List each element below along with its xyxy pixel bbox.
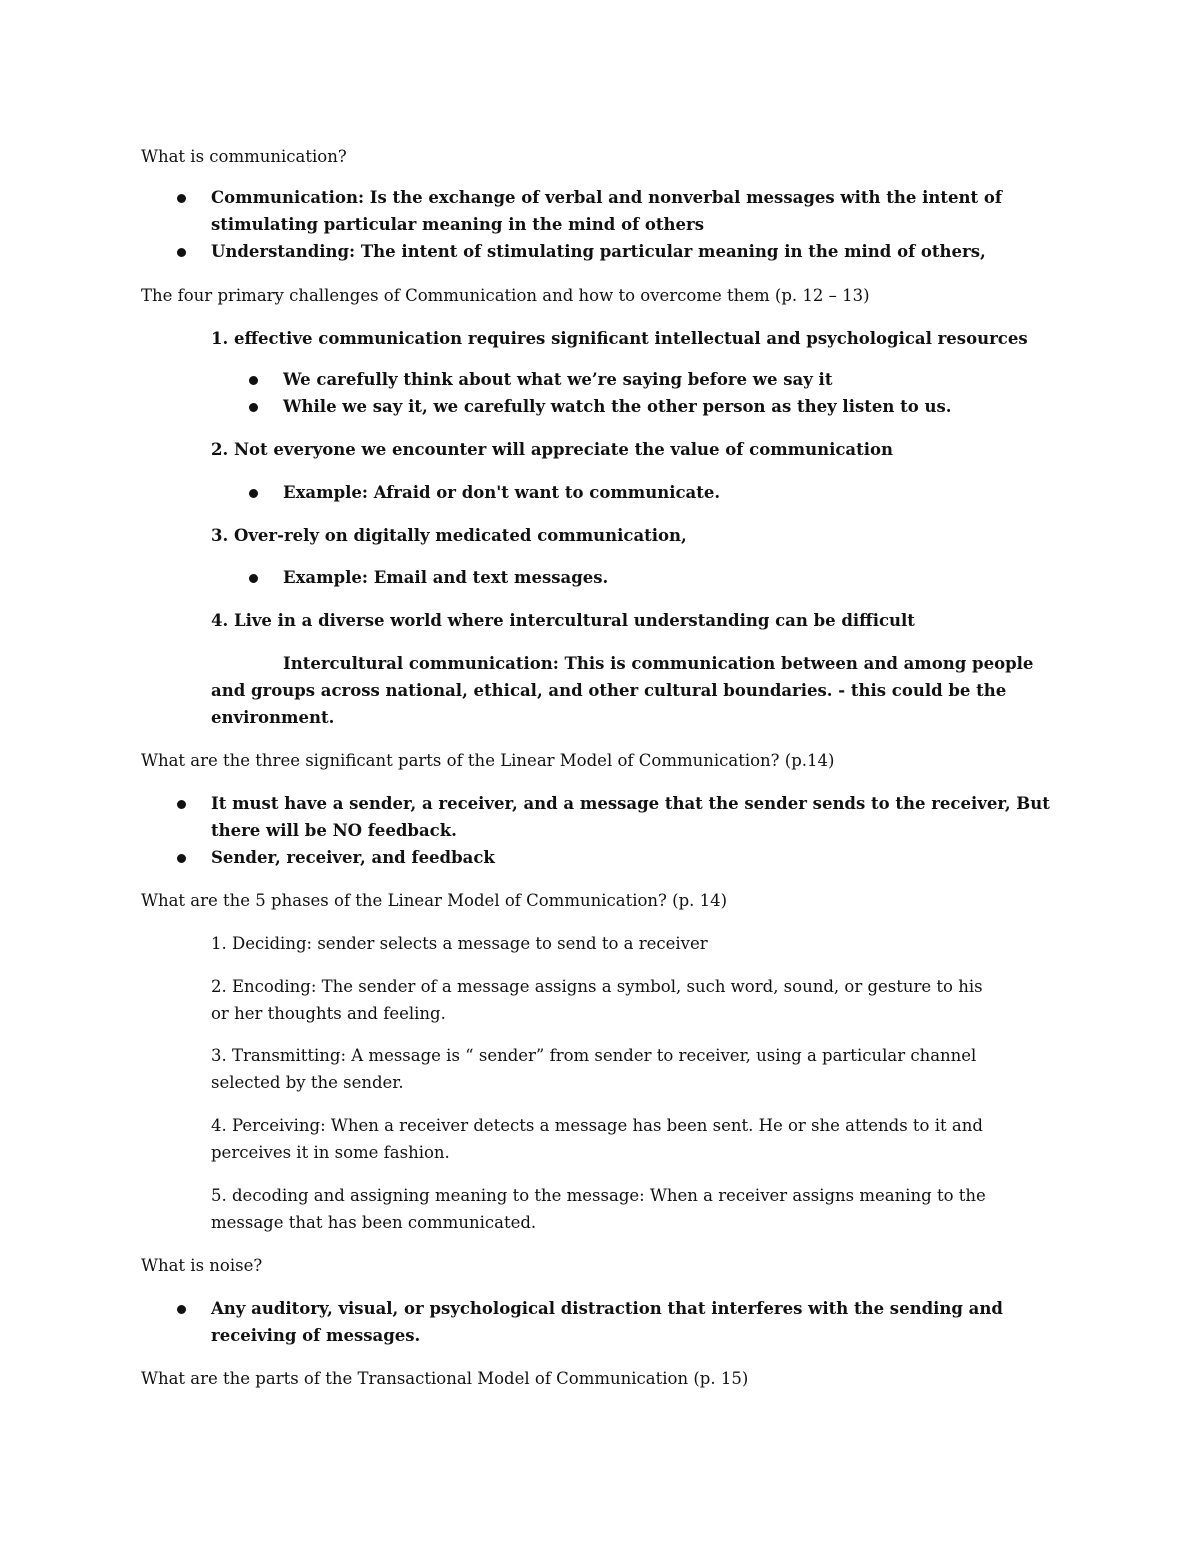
phase-4-line1: 4. Perceiving: When a receiver detects a message has been sent. He or she attends to it and <box>211 1116 983 1135</box>
linear-parts-line2: there will be NO feedback. <box>211 821 457 840</box>
phase-2-line1: 2. Encoding: The sender of a message assigns a symbol, such word, sound, or gesture to his <box>211 977 983 996</box>
bullet-icon <box>177 854 186 863</box>
noise-definition-line1: Any auditory, visual, or psychological distraction that interferes with the sending and <box>211 1299 1003 1318</box>
phase-5-line2: message that has been communicated. <box>211 1213 537 1232</box>
bullet-icon <box>249 574 258 583</box>
heading-what-is-communication: What is communication? <box>141 147 347 166</box>
heading-transactional-model: What are the parts of the Transactional Model of Communication (p. 15) <box>141 1369 749 1388</box>
list-item-communication-line2: stimulating particular meaning in the mind of others <box>211 215 705 234</box>
challenge-2-item-1: Example: Afraid or don't want to communicate. <box>283 483 721 502</box>
intercultural-line3: environment. <box>211 708 335 727</box>
bullet-icon <box>177 194 186 203</box>
bullet-icon <box>177 1305 186 1314</box>
phase-2-line2: or her thoughts and feeling. <box>211 1004 446 1023</box>
challenge-1-item-1: We carefully think about what we’re saying before we say it <box>283 370 833 389</box>
heading-five-phases: What are the 5 phases of the Linear Model of Communication? (p. 14) <box>141 891 728 910</box>
challenge-2: 2. Not everyone we encounter will appreciate the value of communication <box>211 440 894 459</box>
bullet-icon <box>177 248 186 257</box>
phase-4-line2: perceives it in some fashion. <box>211 1143 450 1162</box>
heading-four-challenges: The four primary challenges of Communication and how to overcome them (p. 12 – 13) <box>141 286 870 305</box>
challenge-1-item-2: While we say it, we carefully watch the other person as they listen to us. <box>283 397 952 416</box>
heading-what-is-noise: What is noise? <box>141 1256 263 1275</box>
phase-5-line1: 5. decoding and assigning meaning to the message: When a receiver assigns meaning to the <box>211 1186 986 1205</box>
phase-3-line2: selected by the sender. <box>211 1073 404 1092</box>
linear-parts-line1: It must have a sender, a receiver, and a message that the sender sends to the receiver, But <box>211 794 1050 813</box>
phase-1: 1. Deciding: sender selects a message to send to a receiver <box>211 934 708 953</box>
noise-definition-line2: receiving of messages. <box>211 1326 421 1345</box>
challenge-1: 1. effective communication requires significant intellectual and psychological resources <box>211 329 1028 348</box>
intercultural-line2: and groups across national, ethical, and other cultural boundaries. - this could be the <box>211 681 1007 700</box>
list-item-communication-line1: Communication: Is the exchange of verbal and nonverbal messages with the intent of <box>211 188 1002 207</box>
challenge-4: 4. Live in a diverse world where intercultural understanding can be difficult <box>211 611 915 630</box>
bullet-icon <box>177 800 186 809</box>
list-item-understanding: Understanding: The intent of stimulating particular meaning in the mind of others, <box>211 242 986 261</box>
bullet-icon <box>249 376 258 385</box>
bullet-icon <box>249 489 258 498</box>
challenge-3: 3. Over-rely on digitally medicated communication, <box>211 526 687 545</box>
phase-3-line1: 3. Transmitting: A message is “ sender” from sender to receiver, using a particular channel <box>211 1046 977 1065</box>
linear-parts-item-2: Sender, receiver, and feedback <box>211 848 495 867</box>
challenge-3-item-1: Example: Email and text messages. <box>283 568 609 587</box>
bullet-icon <box>249 403 258 412</box>
heading-three-parts-linear: What are the three significant parts of the Linear Model of Communication? (p.14) <box>141 751 835 770</box>
intercultural-line1: Intercultural communication: This is communication between and among people <box>283 654 1034 673</box>
